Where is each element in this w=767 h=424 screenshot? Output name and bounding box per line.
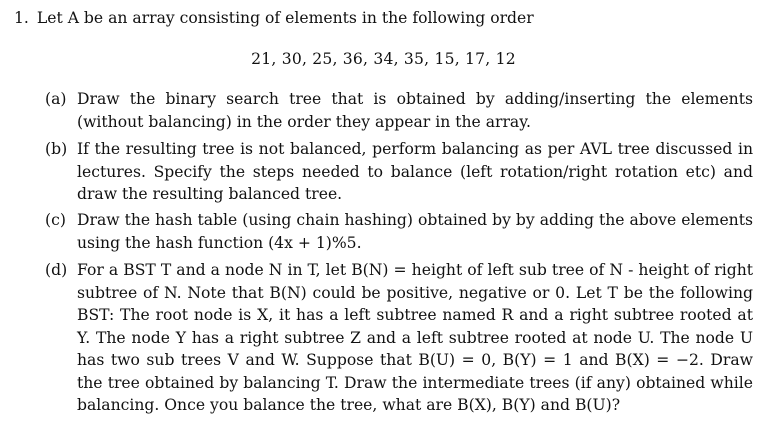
subquestion-marker: (c) (45, 211, 66, 229)
subquestion-text: Draw the binary search tree that is obtained by adding/inserting the elements (without balancing) in the order they appear in the array. (77, 90, 753, 131)
subquestion-c (45, 209, 753, 254)
question-number: 1. (14, 9, 29, 27)
subquestion-d (45, 259, 753, 417)
subquestion-marker: (b) (45, 140, 68, 158)
subquestion-marker: (d) (45, 261, 68, 279)
subquestion-text: If the resulting tree is not balanced, perform balancing as per AVL tree discussed in lectures. Specify the steps needed to balance (left rotation/right rotation etc) and draw the resulting balanced tree. (77, 140, 753, 203)
subquestion-text: For a BST T and a node N in T, let B(N) = height of left sub tree of N - height of right subtree of N. Note that B(N) could be positive, negative or 0. Let T be the following BST: The root node is X, it has a left subtree named R and a right subtree rooted at Y. The node Y has a right subtree Z and a left subtree rooted at node U. The node U has two sub trees V and W. Suppose that B(U) = 0, B(Y) = 1 and B(X) = −2. Draw the tree obtained by balancing T. Draw the intermediate trees (if any) obtained while balancing. Once you balance the tree, what are B(X), B(Y) and B(U)? (77, 261, 753, 414)
array-values: 21, 30, 25, 36, 34, 35, 15, 17, 12 (251, 50, 516, 68)
subquestion-b (45, 138, 753, 206)
question-intro: Let A be an array consisting of elements in the following order (36, 9, 534, 27)
subquestion-text: Draw the hash table (using chain hashing) obtained by by adding the above elements using the hash function (4x + 1)%5. (77, 211, 753, 252)
question-header (14, 9, 534, 27)
subquestion-marker: (a) (45, 90, 67, 108)
subquestion-a (45, 88, 753, 133)
